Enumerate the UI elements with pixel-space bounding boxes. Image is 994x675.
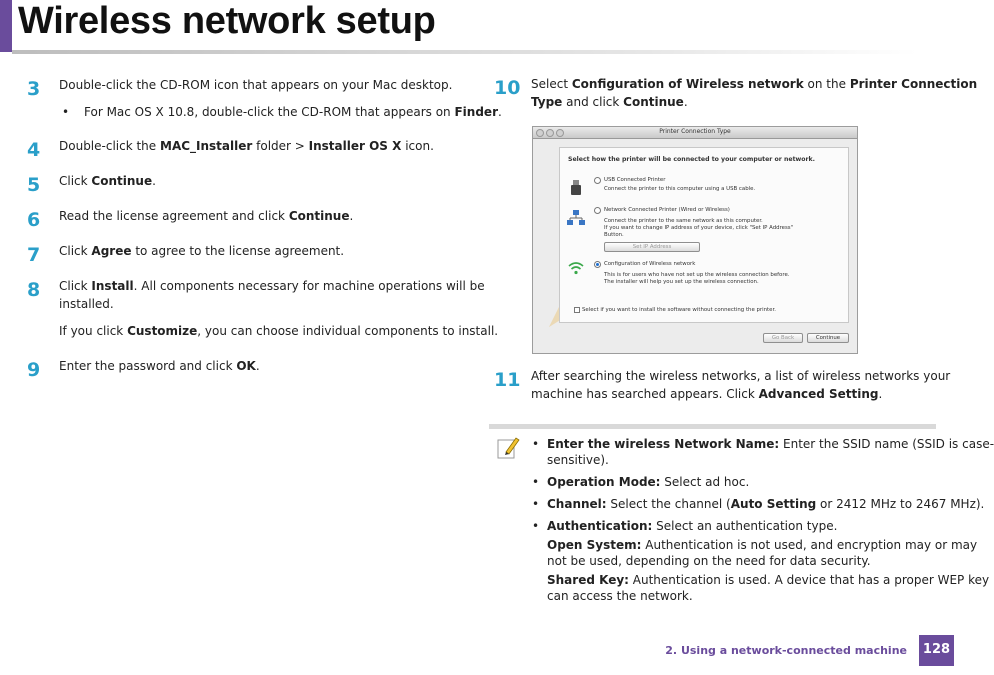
option-description: Connect the printer to this computer using a USB cable. xyxy=(604,186,756,192)
dialog-titlebar xyxy=(533,127,857,139)
bullet-dot: • xyxy=(532,437,540,451)
step-number: 5 xyxy=(27,174,41,196)
page-number: 128 xyxy=(919,635,954,666)
wifi-icon xyxy=(568,261,584,275)
set-ip-address-button[interactable]: Set IP Address xyxy=(604,242,700,252)
shared-key-text: Shared Key: Authentication is used. A device that has a proper WEP key xyxy=(547,573,990,587)
step-text-continued: machine has searched appears. Click Advanced Setting. xyxy=(531,387,883,401)
bullet-dot: • xyxy=(532,497,540,511)
option-description: Connect the printer to the same network as this computer. xyxy=(604,218,763,224)
open-system-text-continued: not be used, depending on the need for data security. xyxy=(547,554,871,568)
step-text: After searching the wireless networks, a list of wireless networks your xyxy=(531,369,951,383)
note-item-continued: sensitive). xyxy=(547,453,609,467)
bullet-dot: • xyxy=(62,105,70,119)
step-number: 8 xyxy=(27,279,41,301)
step-number: 6 xyxy=(27,209,41,231)
footer-chapter: 2. Using a network-connected machine xyxy=(665,644,907,657)
option-description: Button. xyxy=(604,232,624,238)
go-back-button[interactable]: Go Back xyxy=(763,333,803,343)
option-description: The installer will help you set up the wireless connection. xyxy=(604,279,759,285)
option-description: This is for users who have not set up the wireless connection before. xyxy=(604,272,790,278)
option-label: Network Connected Printer (Wired or Wireless) xyxy=(604,207,730,213)
network-radio[interactable] xyxy=(594,207,601,214)
open-system-text: Open System: Authentication is not used, and encryption may or may xyxy=(547,538,978,552)
shared-key-text-continued: can access the network. xyxy=(547,589,693,603)
bullet-text: For Mac OS X 10.8, double-click the CD-ROM that appears on Finder. xyxy=(84,105,502,119)
option-description: If you want to change IP address of your device, click "Set IP Address" xyxy=(604,225,794,231)
checkbox-label: Select if you want to install the software without connecting the printer. xyxy=(582,307,776,313)
option-label: USB Connected Printer xyxy=(604,177,666,183)
step-text: Select Configuration of Wireless network on the Printer Connection xyxy=(531,77,978,91)
step-note: If you click Customize, you can choose individual components to install. xyxy=(59,324,499,338)
step-number: 4 xyxy=(27,139,41,161)
network-icon xyxy=(567,210,585,226)
step-number: 9 xyxy=(27,359,41,381)
page-title: Wireless network setup xyxy=(18,0,436,42)
note-divider xyxy=(489,424,936,429)
step-text-continued: Type and click Continue. xyxy=(531,95,688,109)
step-text: Click Agree to agree to the license agreement. xyxy=(59,244,345,258)
bullet-dot: • xyxy=(532,475,540,489)
usb-icon xyxy=(570,180,582,196)
step-text: Click Install. All components necessary for machine operations will be xyxy=(59,279,485,293)
step-text: Double-click the MAC_Installer folder > Installer OS X icon. xyxy=(59,139,434,153)
note-pencil-icon xyxy=(497,436,519,460)
step-text: Read the license agreement and click Continue. xyxy=(59,209,354,223)
dialog-title: Printer Connection Type xyxy=(659,128,731,135)
dialog-panel xyxy=(559,147,849,323)
continue-button[interactable]: Continue xyxy=(807,333,849,343)
wireless-radio[interactable] xyxy=(594,261,601,268)
title-accent-bar xyxy=(0,0,12,52)
step-text-continued: installed. xyxy=(59,297,114,311)
step-number: 11 xyxy=(494,369,521,391)
option-label: Configuration of Wireless network xyxy=(604,261,696,267)
step-text: Double-click the CD-ROM icon that appears on your Mac desktop. xyxy=(59,78,453,92)
step-number: 3 xyxy=(27,78,41,100)
dialog-heading: Select how the printer will be connected to your computer or network. xyxy=(568,156,816,163)
usb-radio[interactable] xyxy=(594,177,601,184)
step-text: Click Continue. xyxy=(59,174,156,188)
step-text: Enter the password and click OK. xyxy=(59,359,260,373)
bullet-dot: • xyxy=(532,519,540,533)
install-without-printer-checkbox[interactable] xyxy=(574,307,580,313)
printer-connection-dialog xyxy=(532,126,858,354)
title-rule xyxy=(12,50,917,54)
step-number: 10 xyxy=(494,77,521,99)
step-number: 7 xyxy=(27,244,41,266)
